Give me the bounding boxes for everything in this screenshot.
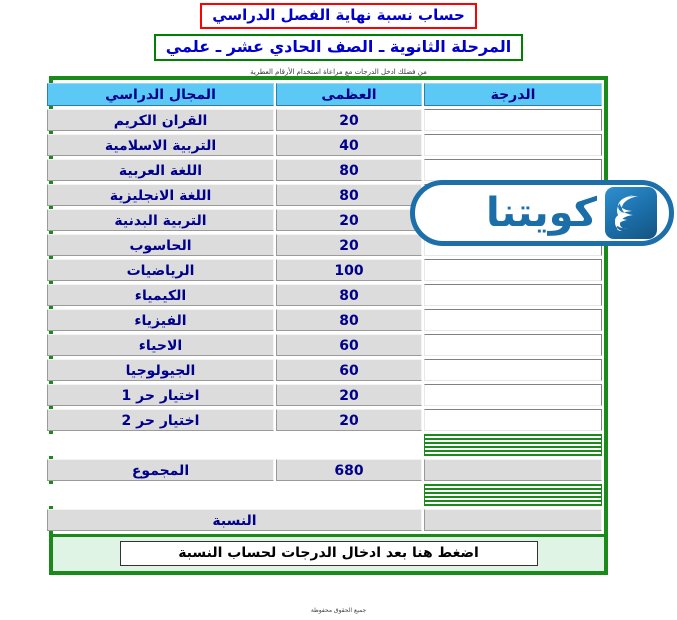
separator-blank [47,434,422,456]
separator-stripe [424,484,602,506]
table-row [47,159,602,181]
max-grade-value: 40 [276,134,422,156]
instruction-note: من فضلك ادخل الدرجات مع مراعاة استخدام الأرقام العطرية [250,68,427,76]
table-row [47,359,602,381]
subject-name: اللغة الانجليزية [47,184,274,206]
column-header-grade: الدرجة [424,83,602,106]
footer-note: جميع الحقوق محفوظة [310,607,367,614]
table-header-row [47,83,602,106]
subject-name: الحاسوب [47,234,274,256]
page-header [0,0,677,29]
grade-input[interactable] [424,134,602,156]
max-grade-value: 20 [276,209,422,231]
max-grade-value: 20 [276,234,422,256]
grade-input[interactable] [424,309,602,331]
calculate-button-strip [53,534,604,575]
subject-name: الجيولوجيا [47,359,274,381]
subject-name: التربية الاسلامية [47,134,274,156]
subject-name: التربية البدنية [47,209,274,231]
page-subtitle: المرحلة الثانوية ـ الصف الحادي عشر ـ علمي [154,34,523,61]
total-label: المجموع [47,459,274,481]
grade-input[interactable] [424,334,602,356]
subject-name: الاحياء [47,334,274,356]
table-row [47,334,602,356]
max-grade-value: 60 [276,334,422,356]
calculate-percentage-button[interactable]: اضغط هنا بعد ادخال الدرجات لحساب النسبة [120,541,538,566]
max-grade-value: 20 [276,384,422,406]
column-header-max: العظمى [276,83,422,106]
subject-name: الكيمياء [47,284,274,306]
table-row [47,309,602,331]
table-row [47,409,602,431]
table-row [47,134,602,156]
separator-row [47,434,602,456]
page-subheader [0,29,677,61]
subject-name: اختيار حر 1 [47,384,274,406]
total-max-value: 680 [276,459,422,481]
watermark-logo [410,180,674,246]
watermark-text: كويتنا [485,190,597,236]
percentage-value [424,509,602,531]
max-grade-value: 20 [276,109,422,131]
grade-input[interactable] [424,284,602,306]
grade-input[interactable] [424,384,602,406]
grades-table-frame [49,76,608,575]
percentage-row [47,509,602,531]
lightning-bolt-icon [605,187,657,239]
max-grade-value: 80 [276,309,422,331]
page-title: حساب نسبة نهاية الفصل الدراسي [200,3,477,29]
grade-input[interactable] [424,259,602,281]
separator-blank [47,484,422,506]
column-header-subject: المجال الدراسي [47,83,274,106]
max-grade-value: 60 [276,359,422,381]
max-grade-value: 80 [276,284,422,306]
max-grade-value: 100 [276,259,422,281]
grade-input[interactable] [424,159,602,181]
subject-name: اللغة العربية [47,159,274,181]
subject-name: الفيزياء [47,309,274,331]
table-row [47,384,602,406]
percentage-label: النسبة [47,509,422,531]
separator-row [47,484,602,506]
total-value [424,459,602,481]
subject-name: القران الكريم [47,109,274,131]
subject-name: الرياضيات [47,259,274,281]
table-row [47,284,602,306]
separator-stripe [424,434,602,456]
grade-input[interactable] [424,359,602,381]
grade-input[interactable] [424,109,602,131]
max-grade-value: 20 [276,409,422,431]
max-grade-value: 80 [276,184,422,206]
table-row [47,109,602,131]
max-grade-value: 80 [276,159,422,181]
total-row [47,459,602,481]
subject-name: اختيار حر 2 [47,409,274,431]
grades-table [45,80,604,534]
grade-input[interactable] [424,409,602,431]
table-row [47,259,602,281]
